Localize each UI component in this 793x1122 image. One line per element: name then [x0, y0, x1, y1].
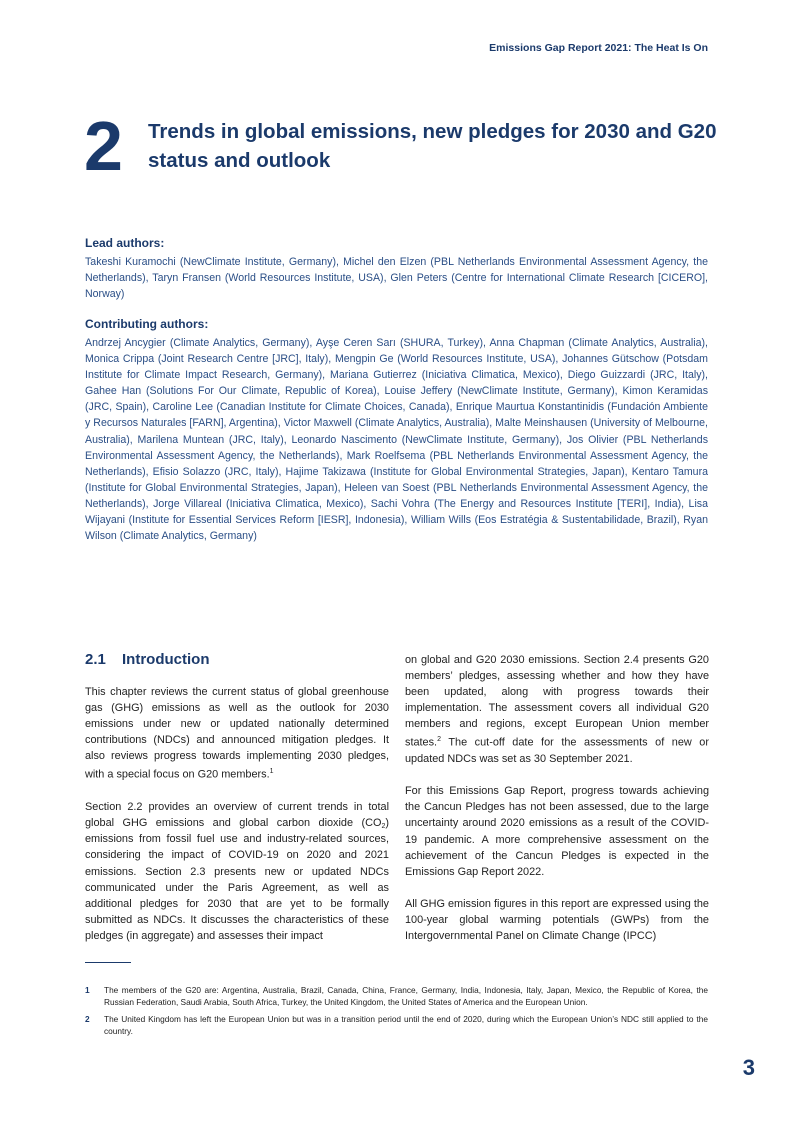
- intro-paragraph-1: [85, 684, 389, 783]
- section-heading: [85, 650, 209, 670]
- section-number: 2.1: [85, 651, 106, 668]
- footnote-item: [85, 1014, 708, 1037]
- contributing-authors-heading: Contributing authors:: [85, 317, 209, 331]
- intro-paragraph-2-text-b: ) emissions from fossil fuel use and industry-related sources, considering the impact of COVID-19 on 2020 and 2021 emissions. Section 2.3 presents new or updated NDCs communicated under the Paris Agreement, as well as additional pledges for 2030 that are yet to be formally submitted as NDCs. It discusses the characteristics of these pledges (in aggregate) and assesses their impact: [85, 817, 389, 942]
- footnote-number: 1: [85, 985, 90, 995]
- left-column: [85, 684, 389, 960]
- lead-authors-block: [85, 235, 708, 302]
- intro-paragraph-1-text: This chapter reviews the current status of global greenhouse gas (GHG) emissions as well as the outlook for 2030 emissions under new or updated nationally determined contributions (NDCs) and announced mitigation pledges. It also reviews progress towards implementing 2030 pledges, with a special focus on G20 members.: [85, 686, 389, 782]
- chapter-number: 2: [84, 107, 123, 185]
- intro-paragraph-3-text-b: The cut-off date for the assessments of new or updated NDCs was set as 30 September 2021.: [405, 737, 709, 766]
- page-number: 3: [742, 1055, 755, 1080]
- co2-subscript: 2: [381, 823, 386, 831]
- running-header: Emissions Gap Report 2021: The Heat Is On: [489, 42, 708, 54]
- intro-paragraph-5: All GHG emission figures in this report are expressed using the 100-year global warming potentials (GWPs) from the Intergovernmental Panel on Climate Change (IPCC): [405, 897, 709, 943]
- contributing-authors-block: [85, 316, 708, 544]
- footnotes: [85, 985, 708, 1043]
- lead-authors-heading: Lead authors:: [85, 236, 165, 250]
- footnote-item: [85, 985, 708, 1008]
- lead-authors-list: Takeshi Kuramochi (NewClimate Institute, Germany), Michel den Elzen (PBL Netherlands Environmental Assessment Agency, the Netherlands), Taryn Fransen (World Resources Institute, USA), Glen Peters (Centre for International Climate Research [CICERO], Norway): [85, 256, 708, 301]
- footnote-text: The members of the G20 are: Argentina, Australia, Brazil, Canada, China, France, Germany, India, Indonesia, Italy, Japan, Mexico, the Republic of Korea, the Russian Federation, Saudi Arabia, South Africa, Turkey, the United Kingdom, the United States of America and the European Union.: [104, 985, 708, 1007]
- footnote-number: 2: [85, 1014, 90, 1024]
- intro-paragraph-4: For this Emissions Gap Report, progress towards achieving the Cancun Pledges has not been assessed, due to the large uncertainty around 2020 emissions as a result of the COVID-19 pandemic. A more comprehensive assessment on the achievement of the Cancun Pledges is expected in the Emissions Gap Report 2022.: [405, 785, 709, 878]
- contributing-authors-list: Andrzej Ancygier (Climate Analytics, Germany), Ayşe Ceren Sarı (SHURA, Turkey), Anna Chapman (Climate Analytics, Australia), Monica Crippa (Joint Research Centre [JRC], Italy), Mengpin Ge (World Resources Institute, USA), Johannes Gütschow (Potsdam Institute for Climate Impact Research, Germany), Mariana Gutierrez (Iniciativa Climatica, Mexico), Diego Guizzardi (JRC, Italy), Gahee Han (Solutions For Our Climate, Republic of Korea), Louise Jeffery (NewClimate Institute, Germany), Kimon Keramidas (JRC, Spain), Caroline Lee (Canadian Institute for Climate Choices, Canada), Enrique Maurtua Konstantinidis (Fundación Ambiente y Recursos Naturales [FARN], Argentina), Victor Maxwell (Climate Analytics, Australia), Malte Meinshausen (University of Melbourne, Australia), Marilena Muntean (JRC, Italy), Leonardo Nascimento (NewClimate Institute, Germany), Jos Olivier (PBL Netherlands Environmental Assessment Agency, the Netherlands), Mark Roelfsema (PBL Netherlands Environmental Assessment Agency, the Netherlands), Efisio Solazzo (JRC, Italy), Hajime Takizawa (Institute for Global Environmental Strategies, Japan), Kentaro Tamura (Institute for Global Environmental Strategies, Japan), Heleen van Soest (PBL Netherlands Environmental Assessment Agency, the Netherlands), Jorge Villareal (Iniciativa Climatica, Mexico), Sachi Vohra (The Energy and Resources Institute [TERI], India), Lisa Wijayani (Institute for Essential Services Reform [IESR], Indonesia), William Wills (Eos Estratégia & Sustentabilidade, Brazil), Ryan Wilson (Climate Analytics, Germany): [85, 337, 708, 543]
- footnote-ref-2[interactable]: 2: [437, 736, 441, 744]
- intro-paragraph-3: [405, 652, 709, 767]
- footnote-text: The United Kingdom has left the European Union but was in a transition period until the end of 2020, during which the European Union’s NDC still applied to the country.: [104, 1014, 708, 1036]
- right-column: [405, 652, 709, 960]
- footnote-ref-1[interactable]: 1: [269, 768, 274, 776]
- section-title: Introduction: [122, 651, 210, 668]
- chapter-title: Trends in global emissions, new pledges for 2030 and G20 status and outlook: [148, 120, 717, 172]
- intro-paragraph-2: [85, 799, 389, 944]
- footnote-divider: [85, 962, 131, 963]
- intro-paragraph-2-text-a: Section 2.2 provides an overview of current trends in total global GHG emissions and global carbon dioxide (CO: [85, 801, 389, 830]
- intro-paragraph-3-text-a: on global and G20 2030 emissions. Section 2.4 presents G20 members’ pledges, assessing whether and how they have been updated, along with progress towards their implementation. The assessment covers all individual G20 members and regions, except European Union member states.: [405, 654, 709, 750]
